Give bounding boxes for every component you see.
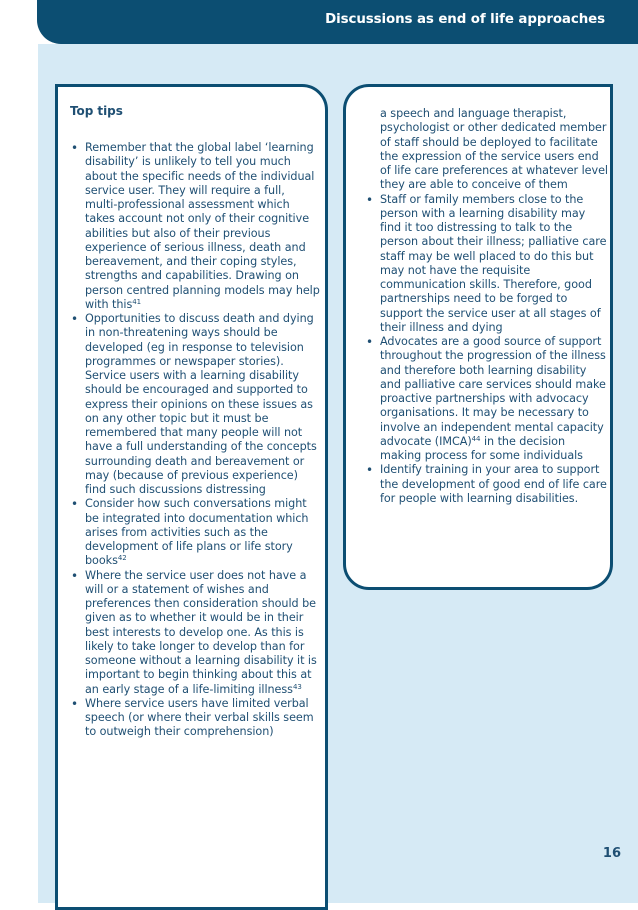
continued-text: a speech and language therapist, psychologist or other dedicated member of staff should be deployed to facilitate the expression of the service users end of life care preferences at whatever level they are able to conceive of them	[380, 107, 608, 192]
list-item: • Identify training in your area to support the development of good end of life care for people with learning disabilities.	[366, 463, 607, 505]
tips-list-left	[70, 141, 320, 740]
page-number: 16	[602, 846, 621, 861]
tips-list-right	[365, 193, 609, 507]
bullet-icon: •	[366, 192, 374, 207]
bullet-icon: •	[71, 497, 79, 512]
right-column	[365, 107, 609, 506]
bullet-icon: •	[71, 141, 79, 155]
reference-number: 44	[471, 434, 481, 443]
section-title: Discussions as end of life approaches	[325, 12, 605, 27]
bullet-icon: •	[366, 335, 374, 349]
list-item: • Where service users have limited verbal speech (or where their verbal skills seem to outweigh their comprehension)	[71, 696, 314, 739]
bullet-icon: •	[71, 312, 79, 326]
reference-number: 41	[132, 297, 142, 306]
header-bar	[37, 0, 638, 44]
list-item: • Staff or family members close to the person with a learning disability may find it too distressing to talk to the person about their illness; palliative care staff may be well placed to do this but may not have the requisite communication skills. Therefore, good partnerships need to be forged to support the service user at all stages of their illness and dying	[366, 192, 607, 334]
reference-number: 43	[292, 682, 302, 691]
bullet-icon: •	[366, 463, 374, 478]
list-item: • Where the service user does not have a will or a statement of wishes and preferences then consideration should be given as to whether it would be in their best interests to develop one. As this is likely to take longer to develop than for someone without a learning disability it is important to begin thinking about this at an early stage of a life-limiting illness$^{43}$	[71, 568, 317, 696]
reference-number: 42	[117, 554, 127, 563]
bullet-icon: •	[71, 696, 79, 711]
list-item: • Opportunities to discuss death and dying in non-threatening ways should be developed (eg in response to television programmes or newspaper stories). Service users with a learning disability should be encouraged and supported to express their opinions on these issues as on any other topic but it must be remembered that many people will not have a full understanding of the concepts surrounding death and bereavement or may (because of previous experience) find such discussions distressing	[71, 312, 317, 496]
list-item: • Remember that the global label ‘learning disability’ is unlikely to tell you much about the specific needs of the individual service user. They will require a full, multi-professional assessment which takes account not only of their cognitive abilities but also of their previous experience of serious illness, death and bereavement, and their coping styles, strengths and capabilities. Drawing on person centred planning models may help with this$^{41}$	[71, 141, 320, 311]
left-column	[70, 104, 320, 740]
bullet-icon: •	[71, 568, 79, 583]
list-item: • Consider how such conversations might be integrated into documentation which arises from activities such as the development of life plans or life story books$^{42}$	[71, 497, 309, 568]
list-item: • Advocates are a good source of support throughout the progression of the illness and therefore both learning disability and palliative care services should make proactive partnerships with advocacy organisations. It may be necessary to involve an independent mental capacity advocate (IMCA)$^{44}$ in the decision making process for some individuals	[366, 335, 606, 462]
top-tips-heading: Top tips	[70, 104, 123, 118]
